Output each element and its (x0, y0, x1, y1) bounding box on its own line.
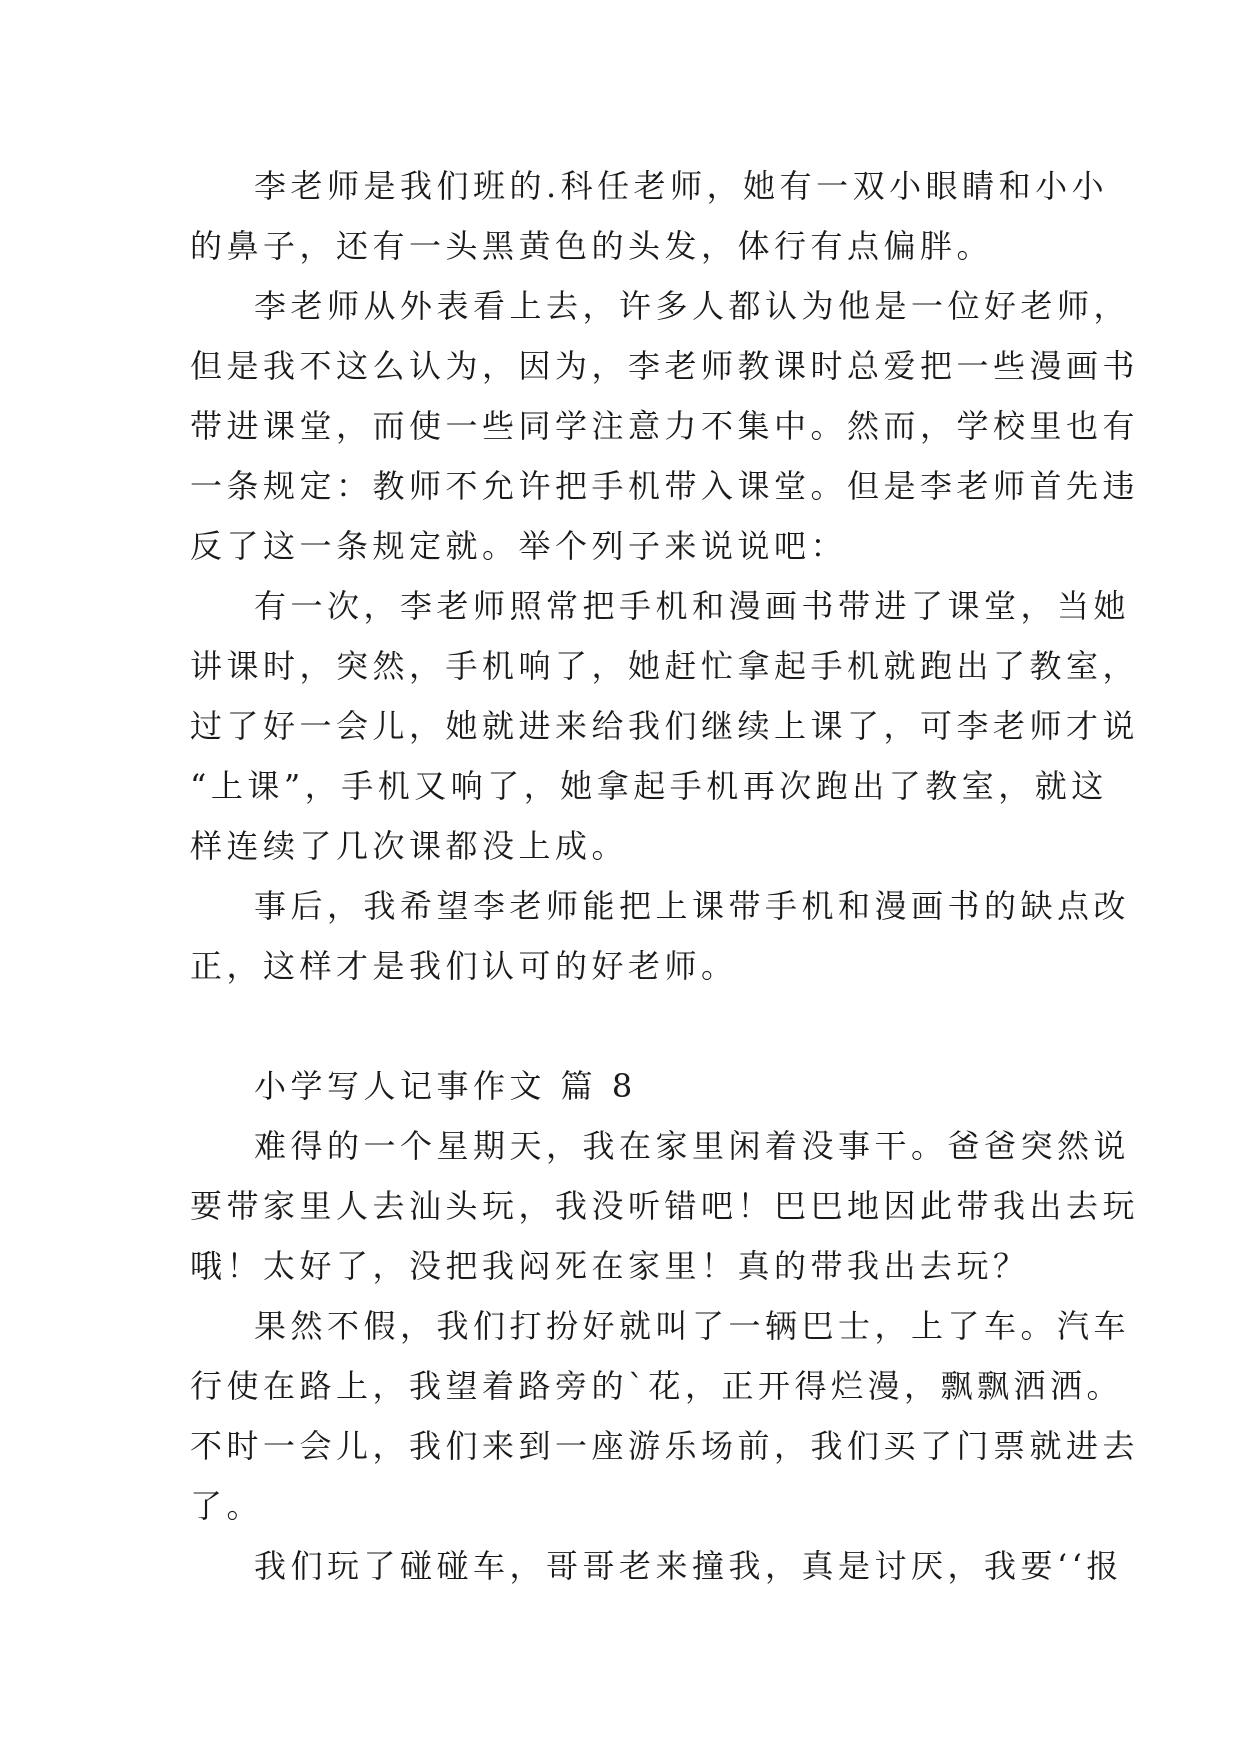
paragraph-5-line-1: 难得的一个星期天，我在家里闲着没事干。爸爸突然说 (254, 1127, 1131, 1165)
paragraph-4-line-1: 事后，我希望李老师能把上课带手机和漫画书的缺点改 (254, 887, 1131, 925)
paragraph-1-line-1: 李老师是我们班的.科任老师，她有一双小眼睛和小小 (254, 167, 1109, 205)
paragraph-5-line-3: 哦！太好了，没把我闷死在家里！真的带我出去玩？ (190, 1247, 1030, 1285)
paragraph-7-line-1: 我们玩了碰碰车，哥哥老来撞我，真是讨厌，我要‘‘报 (254, 1547, 1123, 1585)
paragraph-2-line-3: 带进课堂，而使一些同学注意力不集中。然而，学校里也有 (190, 407, 1140, 445)
paragraph-2-line-1: 李老师从外表看上去，许多人都认为他是一位好老师， (254, 287, 1131, 325)
paragraph-3-line-3: 过了好一会儿，她就进来给我们继续上课了，可李老师才说 (190, 707, 1140, 745)
paragraph-2-line-4: 一条规定：教师不允许把手机带入课堂。但是李老师首先违 (190, 467, 1140, 505)
paragraph-2-line-5: 反了这一条规定就。举个列子来说说吧： (190, 527, 848, 565)
section-heading: 小学写人记事作文 篇 8 (254, 1067, 637, 1105)
paragraph-5-line-2: 要带家里人去汕头玩，我没听错吧！巴巴地因此带我出去玩 (190, 1187, 1140, 1225)
paragraph-6-line-4: 了。 (190, 1487, 264, 1525)
paragraph-1-line-2: 的鼻子，还有一头黑黄色的头发，体行有点偏胖。 (190, 227, 994, 265)
paragraph-3-line-5: 样连续了几次课都没上成。 (190, 827, 629, 865)
paragraph-4-line-2: 正，这样才是我们认可的好老师。 (190, 947, 738, 985)
paragraph-6-line-1: 果然不假，我们打扮好就叫了一辆巴士，上了车。汽车 (254, 1307, 1131, 1345)
paragraph-2-line-2: 但是我不这么认为，因为，李老师教课时总爱把一些漫画书 (190, 347, 1140, 385)
paragraph-6-line-3: 不时一会儿，我们来到一座游乐场前，我们买了门票就进去 (190, 1427, 1140, 1465)
paragraph-3-line-2: 讲课时，突然，手机响了，她赶忙拿起手机就跑出了教室， (190, 647, 1140, 685)
paragraph-6-line-2: 行使在路上，我望着路旁的`花，正开得烂漫，飘飘洒洒。 (190, 1367, 1124, 1405)
paragraph-3-line-4: “上课”，手机又响了，她拿起手机再次跑出了教室，就这 (190, 767, 1108, 805)
paragraph-3-line-1: 有一次，李老师照常把手机和漫画书带进了课堂，当她 (254, 587, 1131, 625)
